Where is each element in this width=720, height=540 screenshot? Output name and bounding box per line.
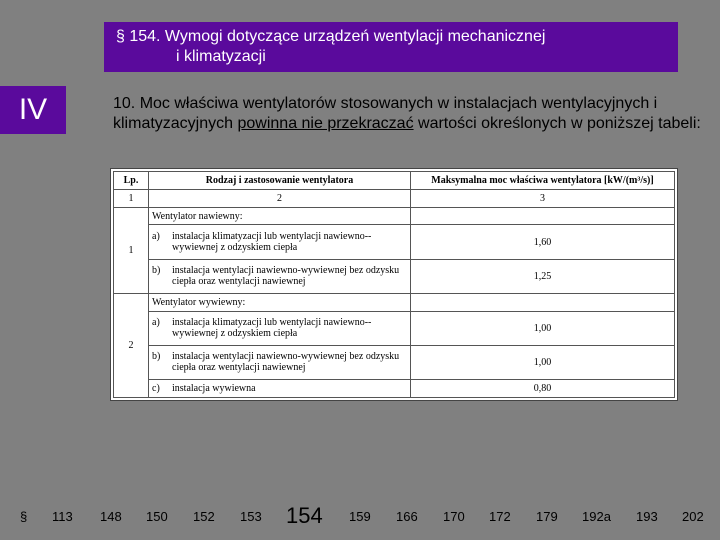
section-label: IV bbox=[0, 86, 66, 134]
group-lp-1: 1 bbox=[114, 207, 149, 293]
slide-title-line2: i klimatyzacji bbox=[176, 48, 266, 65]
item-text: instalacja klimatyzacji lub wentylacji nawiewno--wywiewnej z odzyskiem ciepła bbox=[172, 231, 372, 254]
nav-link-154-current[interactable]: 154 bbox=[286, 503, 323, 528]
nav-link-202[interactable]: 202 bbox=[682, 509, 704, 524]
item-value: 1,60 bbox=[411, 225, 675, 259]
item-text: instalacja wentylacji nawiewno-wywiewnej bez odzysku ciepła oraz wentylacji nawiewnej bbox=[172, 351, 400, 374]
header-max-power: Maksymalna moc właściwa wentylatora [kW/(m³/s)] bbox=[411, 172, 675, 190]
table-row bbox=[114, 207, 675, 225]
table-row bbox=[114, 293, 675, 311]
nav-link-150[interactable]: 150 bbox=[146, 509, 168, 524]
slide-title bbox=[104, 22, 678, 72]
section-navigation bbox=[0, 503, 720, 531]
body-paragraph bbox=[113, 94, 713, 134]
item-value: 1,25 bbox=[411, 259, 675, 293]
nav-link-179[interactable]: 179 bbox=[536, 509, 558, 524]
nav-link-paragraph-sign[interactable]: § bbox=[20, 509, 28, 524]
nav-link-113[interactable]: 113 bbox=[52, 509, 73, 524]
item-marker: b) bbox=[152, 351, 161, 363]
item-marker: a) bbox=[152, 231, 160, 243]
body-text-part2: wartości określonych w poniższej tabeli: bbox=[413, 115, 701, 132]
group-title-2: Wentylator wywiewny: bbox=[149, 293, 411, 311]
item-2b bbox=[149, 345, 411, 379]
table-header-row bbox=[114, 172, 675, 190]
item-value: 1,00 bbox=[411, 345, 675, 379]
table-row bbox=[114, 345, 675, 379]
fan-power-table bbox=[110, 168, 678, 401]
table-row bbox=[114, 311, 675, 345]
item-marker: a) bbox=[152, 317, 160, 329]
item-1b bbox=[149, 259, 411, 293]
table-row bbox=[114, 380, 675, 398]
nav-link-166[interactable]: 166 bbox=[396, 509, 418, 524]
nav-link-193[interactable]: 193 bbox=[636, 509, 658, 524]
body-text-part1: 10. Moc właściwa wentylatorów stosowanych w instalacjach wentylacyjnych i klimatyzacyjnych bbox=[113, 95, 658, 132]
nav-link-170[interactable]: 170 bbox=[443, 509, 465, 524]
table-index-row bbox=[114, 189, 675, 207]
nav-link-172[interactable]: 172 bbox=[489, 509, 511, 524]
nav-link-159[interactable]: 159 bbox=[349, 509, 371, 524]
item-2a bbox=[149, 311, 411, 345]
nav-link-192a[interactable]: 192a bbox=[582, 509, 611, 524]
group-lp-2: 2 bbox=[114, 293, 149, 397]
nav-link-153[interactable]: 153 bbox=[240, 509, 262, 524]
table-row bbox=[114, 259, 675, 293]
body-text-underlined: powinna nie przekraczać bbox=[237, 115, 414, 132]
header-lp: Lp. bbox=[114, 172, 149, 190]
item-value: 1,00 bbox=[411, 311, 675, 345]
item-value: 0,80 bbox=[411, 380, 675, 398]
item-1a bbox=[149, 225, 411, 259]
index-cell-1: 1 bbox=[114, 189, 149, 207]
header-type: Rodzaj i zastosowanie wentylatora bbox=[149, 172, 411, 190]
nav-link-148[interactable]: 148 bbox=[100, 509, 122, 524]
nav-link-152[interactable]: 152 bbox=[193, 509, 215, 524]
table-row bbox=[114, 225, 675, 259]
item-2c bbox=[149, 380, 411, 398]
item-marker: b) bbox=[152, 265, 161, 277]
index-cell-2: 2 bbox=[149, 189, 411, 207]
slide-title-line1: § 154. Wymogi dotyczące urządzeń wentylacji mechanicznej bbox=[116, 28, 546, 45]
item-marker: c) bbox=[152, 383, 160, 395]
item-text: instalacja wentylacji nawiewno-wywiewnej bez odzysku ciepła oraz wentylacji nawiewnej bbox=[172, 265, 400, 288]
item-text: instalacja klimatyzacji lub wentylacji nawiewno--wywiewnej z odzyskiem ciepła bbox=[172, 317, 372, 340]
group-title-1: Wentylator nawiewny: bbox=[149, 207, 411, 225]
item-text: instalacja wywiewna bbox=[172, 383, 256, 395]
index-cell-3: 3 bbox=[411, 189, 675, 207]
